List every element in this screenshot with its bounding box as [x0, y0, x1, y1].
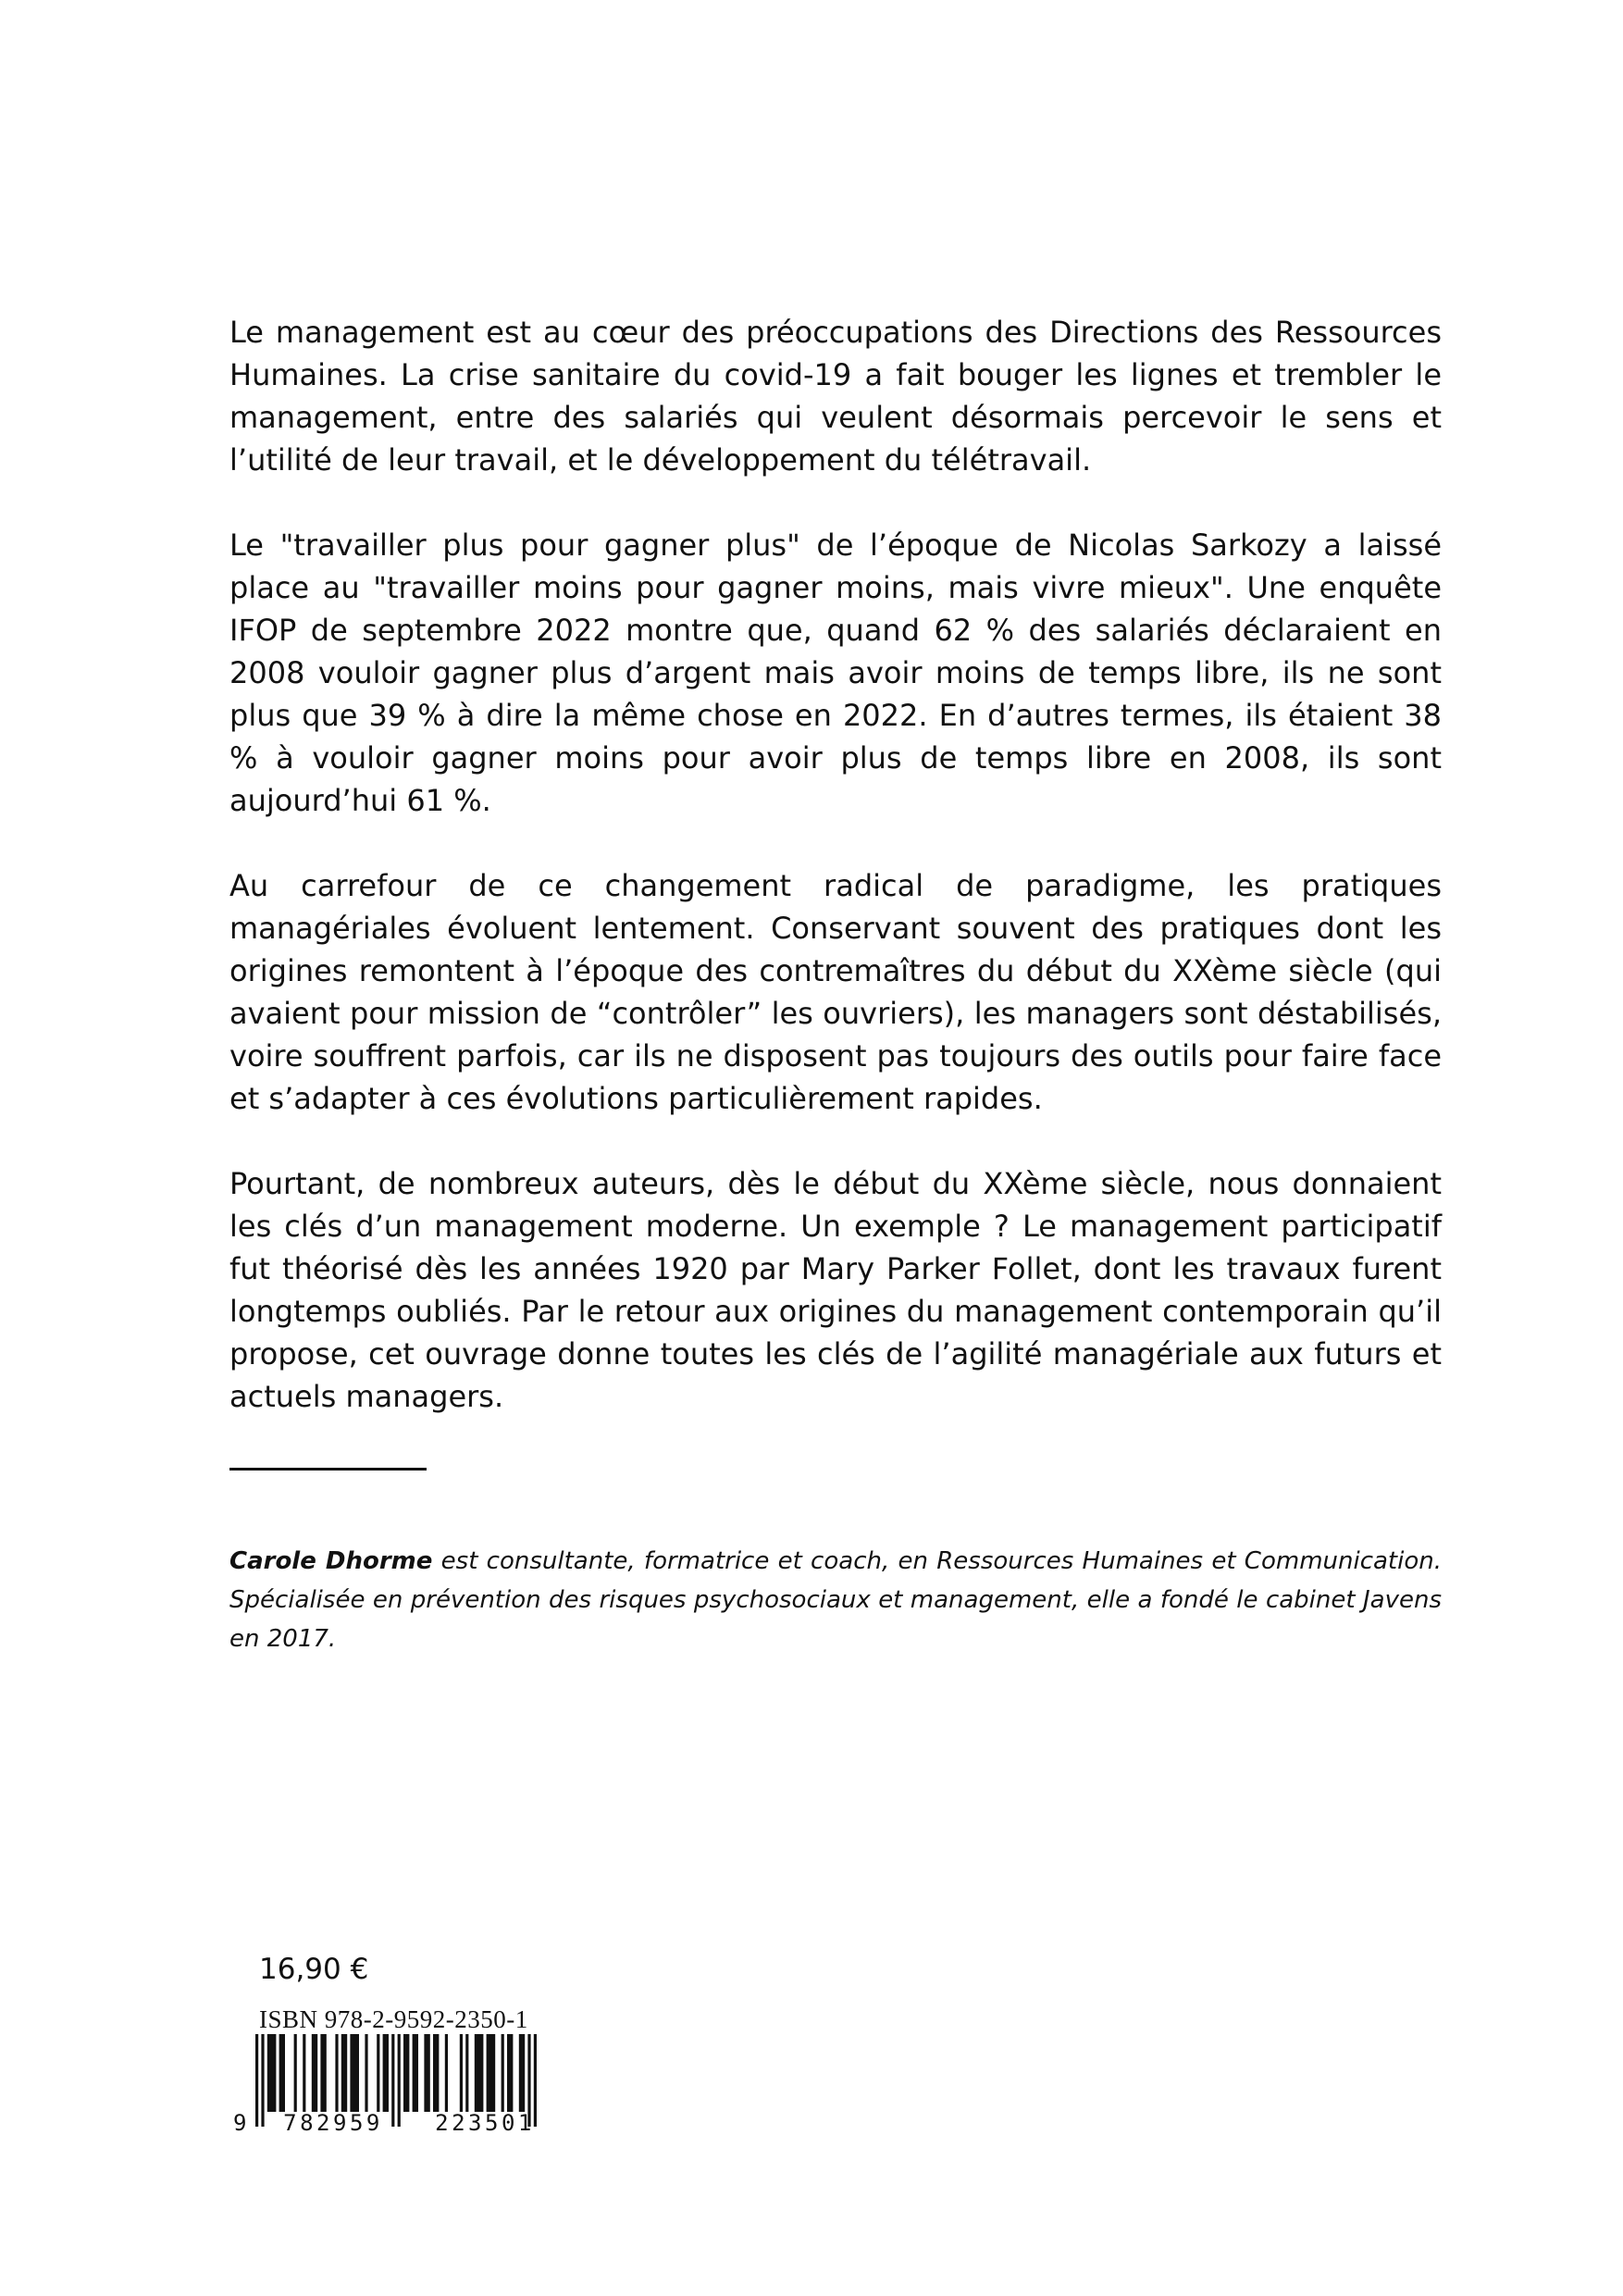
barcode-bar	[433, 2034, 439, 2112]
barcode-guard-bar	[261, 2034, 264, 2127]
barcode-bar	[312, 2034, 317, 2112]
author-name: Carole Dhorme	[229, 1547, 433, 1575]
description-paragraph-1: Le management est au cœur des préoccupations des Directions des Ressources Humaines. La crise sanitaire du covid-19 a fait bouger les lignes et trembler le management, entre des salariés qui veulent désormais percevoir le sens et l’utilité de leur travail, et le développement du télétravail.	[229, 315, 1442, 478]
barcode-bar	[460, 2034, 463, 2112]
barcode-right-digits: 223501	[435, 2110, 535, 2132]
author-biography-text: est consultante, formatrice et coach, en Ressources Humaines et Communication. Spécialisée en prévention des risques psychosociaux et management, elle a fondé le cabinet Javens en 2017.	[229, 1547, 1442, 1653]
barcode-bar	[320, 2034, 326, 2112]
barcode-graphic	[228, 2034, 570, 2132]
barcode-bar	[350, 2034, 359, 2112]
barcode-bar	[424, 2034, 429, 2112]
isbn-label: ISBN 978-2-9592-2350-1	[259, 2005, 528, 2033]
barcode-bar	[519, 2034, 525, 2112]
barcode-left-digits: 782959	[283, 2110, 383, 2132]
barcode-bar	[377, 2034, 379, 2112]
description-paragraph-4: Pourtant, de nombreux auteurs, dès le début du XXème siècle, nous donnaient les clés d’un management moderne. Un exemple ? Le management participatif fut théorisé dès les années 1920 par Mary Parker Follet, dont les travaux furent longtemps oubliés. Par le retour aux origines du management contemporain qu’il propose, cet ouvrage donne toutes les clés de l’agilité managériale aux futurs et actuels managers.	[229, 1166, 1442, 1414]
ean13-barcode	[228, 2034, 570, 2132]
barcode-bar	[267, 2034, 277, 2112]
barcode-bar	[279, 2034, 285, 2112]
barcode-first-digit: 9	[233, 2110, 247, 2132]
barcode-bar	[502, 2034, 504, 2112]
separator-rule	[229, 1468, 427, 1471]
author-biography	[229, 1542, 1442, 1658]
barcode-guard-bar	[398, 2034, 401, 2127]
barcode-bar	[383, 2034, 389, 2112]
barcode-bar	[507, 2034, 513, 2112]
barcode-bar	[335, 2034, 338, 2112]
book-description	[229, 311, 1442, 1460]
barcode-bar	[294, 2034, 297, 2112]
barcode-bar	[445, 2034, 448, 2112]
barcode-bar	[475, 2034, 484, 2112]
barcode-guard-bar	[391, 2034, 394, 2127]
barcode-bar	[465, 2034, 468, 2112]
barcode-guard-bar	[255, 2034, 258, 2127]
barcode-bar	[403, 2034, 409, 2112]
description-paragraph-3: Au carrefour de ce changement radical de paradigme, les pratiques managériales évoluent lentement. Conservant souvent des pratiques dont les origines remontent à l’époque des contremaîtres du début du XXème siècle (qui avaient pour mission de “contrôler” les ouvriers), les managers sont déstabilisés, voire souffrent parfois, car ils ne disposent pas toujours des outils pour faire face et s’adapter à ces évolutions particulièrement rapides.	[229, 868, 1442, 1116]
price-label: 16,90 €	[259, 1953, 369, 1986]
description-paragraph-2: Le "travailler plus pour gagner plus" de l’époque de Nicolas Sarkozy a laissé place au "travailler moins pour gagner moins, mais vivre mieux". Une enquête IFOP de septembre 2022 montre que, quand 62 % des salariés déclaraient en 2008 vouloir gagner plus d’argent mais avoir moins de temps libre, ils ne sont plus que 39 % à dire la même chose en 2022. En d’autres termes, ils étaient 38 % à vouloir gagner moins pour avoir plus de temps libre en 2008, ils sont aujourd’hui 61 %.	[229, 527, 1442, 818]
barcode-bar	[487, 2034, 496, 2112]
barcode-bar	[303, 2034, 305, 2112]
barcode-bar	[413, 2034, 418, 2112]
barcode-bar	[341, 2034, 347, 2112]
barcode-bar	[365, 2034, 367, 2112]
